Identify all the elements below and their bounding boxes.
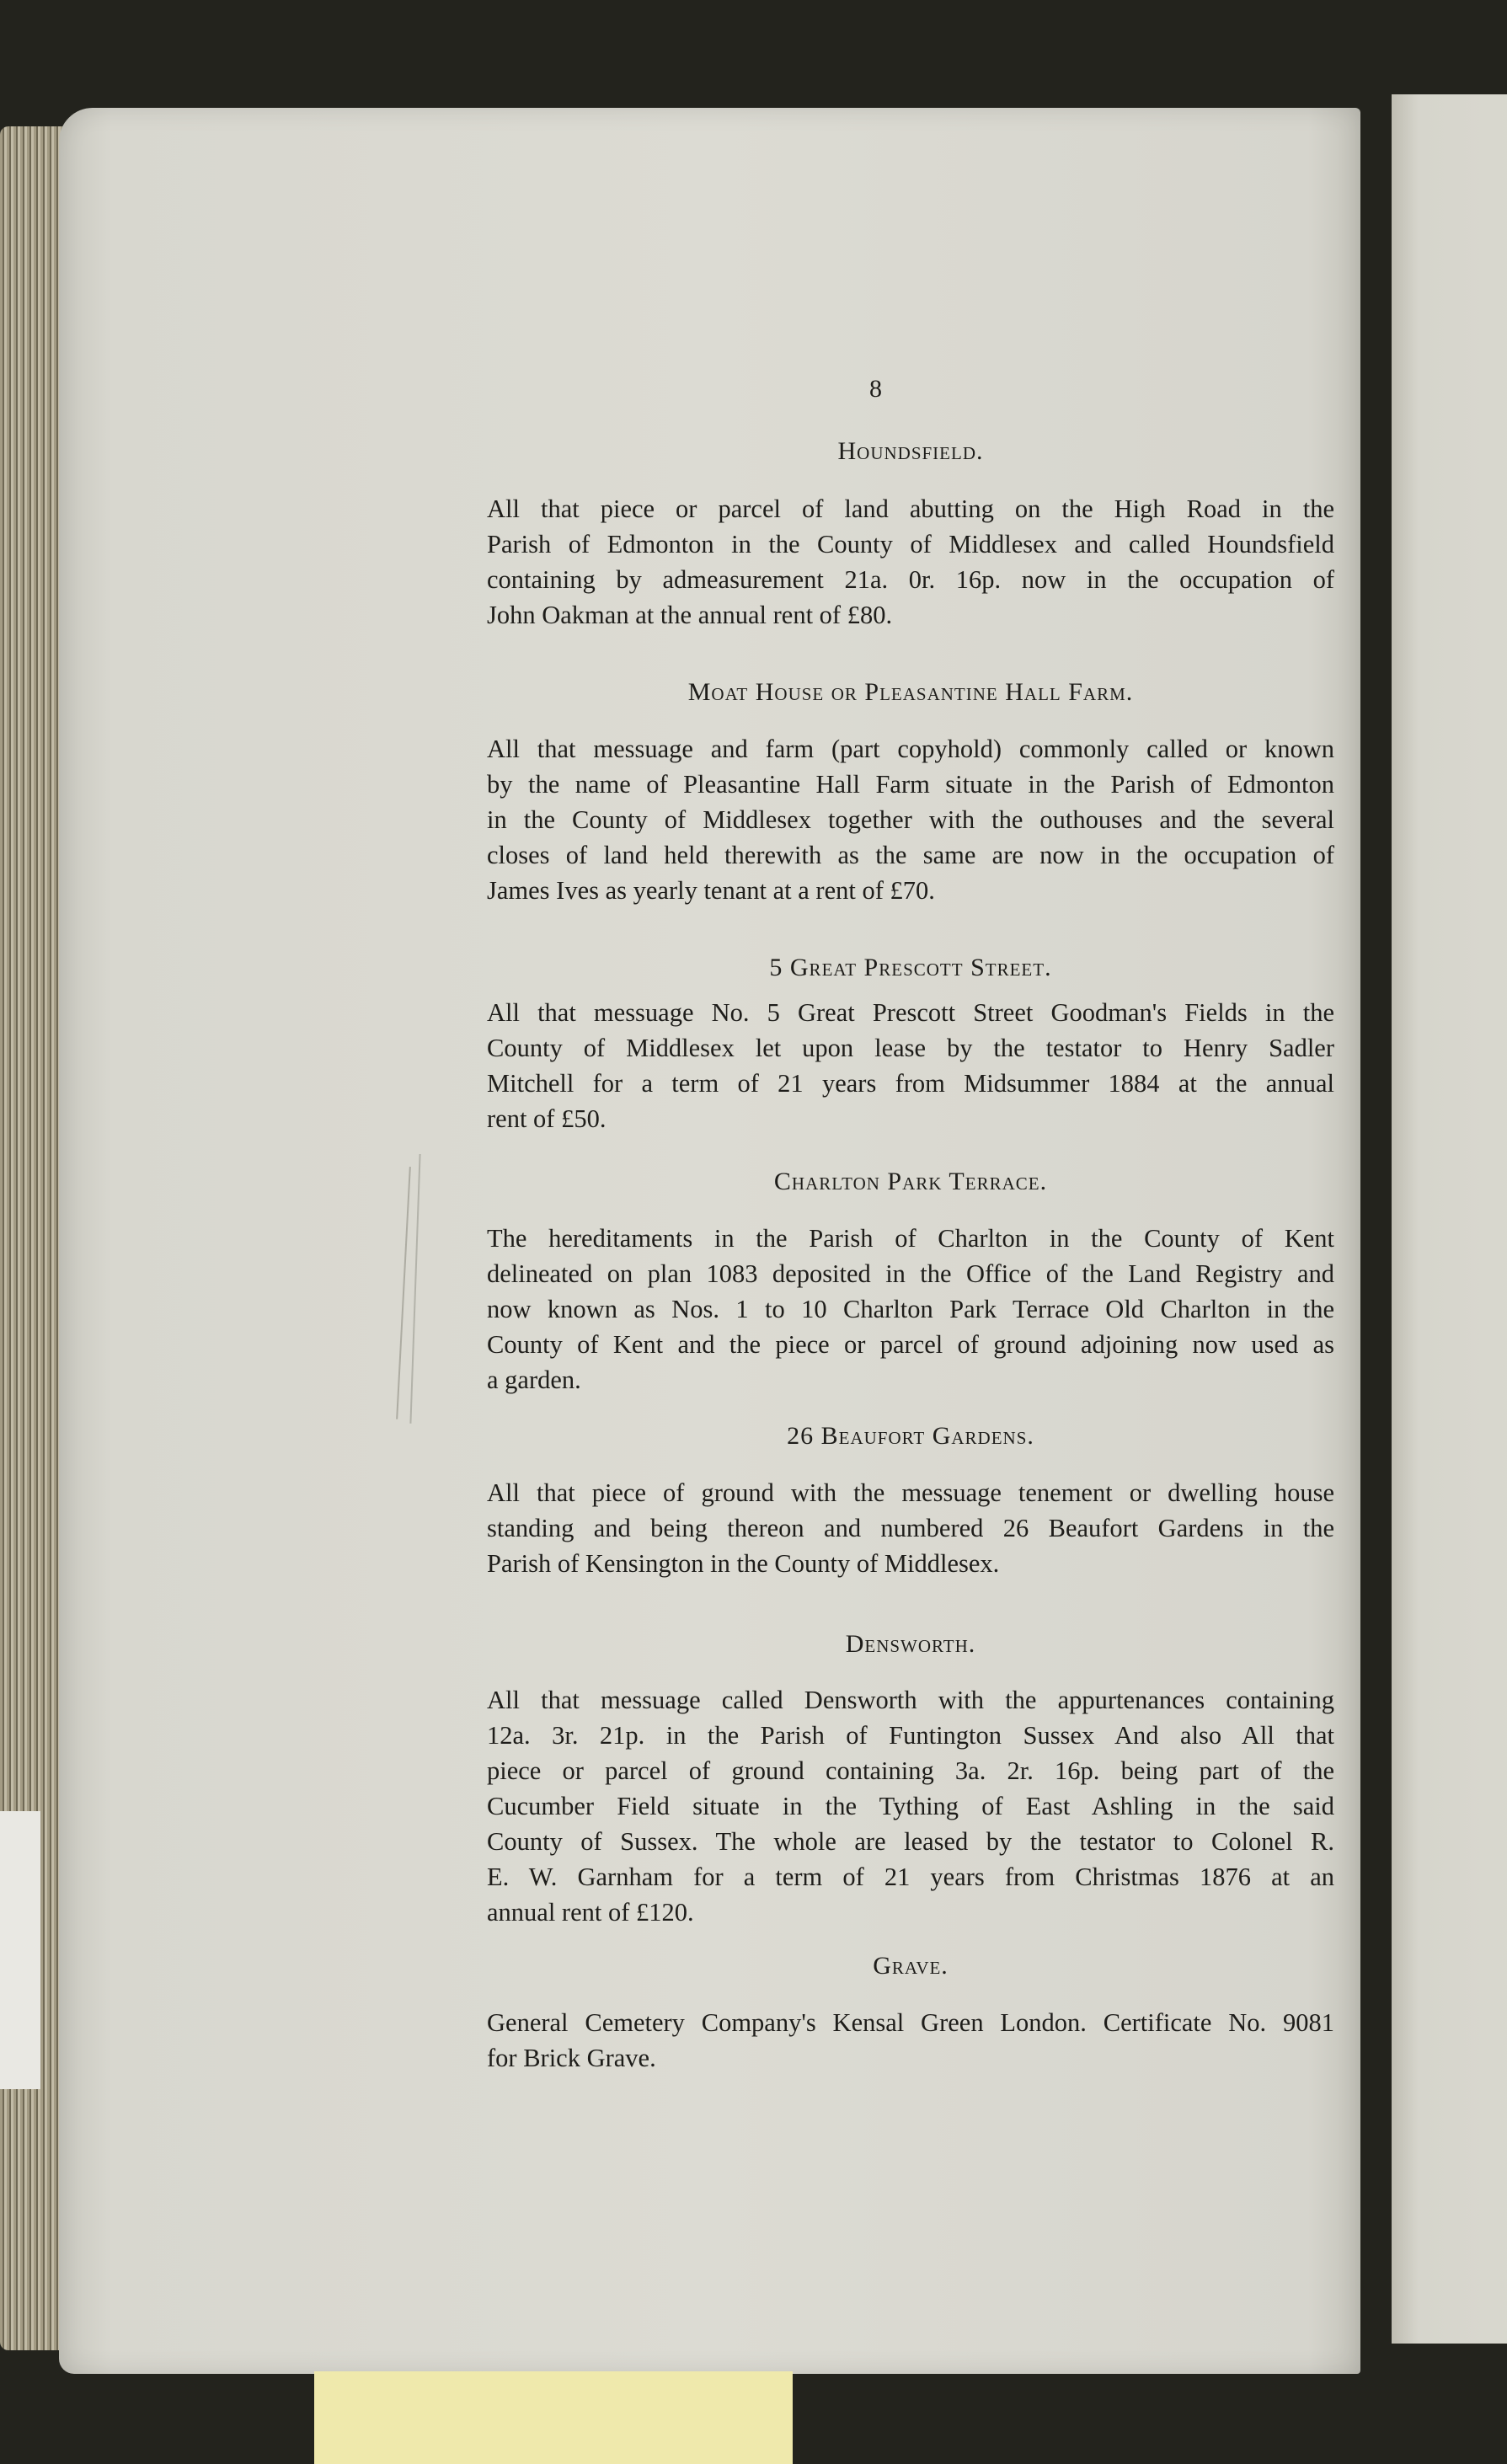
text-line: County of Kent and the piece or parcel of ground adjoining now used as [487,1330,1334,1359]
text-line: County of Sussex. The whole are leased by the testator to Colonel R. [487,1827,1334,1856]
section-heading: Moat House or Pleasantine Hall Farm. [687,678,1134,706]
text-line: All that messuage called Densworth with the appurtenances containing [487,1686,1334,1714]
text-line: in the County of Middlesex together with the outhouses and the several [487,805,1334,834]
text-line: Mitchell for a term of 21 years from Midsummer 1884 at the annual [487,1069,1334,1098]
text-line: John Oakman at the annual rent of £80. [487,601,893,629]
text-line: County of Middlesex let upon lease by the testator to Henry Sadler [487,1034,1334,1062]
text-line: delineated on plan 1083 deposited in the Office of the Land Registry and [487,1259,1334,1288]
text-line: containing by admeasurement 21a. 0r. 16p. now in the occupation of [487,565,1334,594]
text-line: closes of land held therewith as the same are now in the occupation of [487,841,1334,869]
text-line: Parish of Edmonton in the County of Middlesex and called Houndsfield [487,530,1334,559]
text-line: now known as Nos. 1 to 10 Charlton Park Terrace Old Charlton in the [487,1295,1334,1323]
text-line: rent of £50. [487,1104,607,1133]
text-line: piece or parcel of ground containing 3a. 2r. 16p. being part of the [487,1756,1334,1785]
text-line: All that piece or parcel of land abutting on the High Road in the [487,494,1334,523]
text-line: 12a. 3r. 21p. in the Parish of Funtington Sussex And also All that [487,1721,1334,1750]
text-line: by the name of Pleasantine Hall Farm situate in the Parish of Edmonton [487,770,1334,799]
text-line: All that piece of ground with the messuage tenement or dwelling house [487,1478,1334,1507]
text-line: General Cemetery Company's Kensal Green London. Certificate No. 9081 [487,2008,1334,2037]
text-line: The hereditaments in the Parish of Charlton in the County of Kent [487,1224,1334,1253]
text-line: All that messuage and farm (part copyhold) commonly called or known [487,735,1334,763]
text-line: E. W. Garnham for a term of 21 years from Christmas 1876 at an [487,1863,1334,1891]
section-heading: 26 Beaufort Gardens. [787,1422,1034,1450]
yellow-bookmark-tab [314,2371,793,2464]
section-paragraph [487,1682,1334,1930]
text-line: James Ives as yearly tenant at a rent of £70. [487,876,935,905]
section-paragraph [487,2005,1334,2076]
text-line: Parish of Kensington in the County of Middlesex. [487,1549,1000,1578]
section-heading: Charlton Park Terrace. [773,1168,1048,1195]
section-heading: Densworth. [845,1630,976,1658]
text-line: Cucumber Field situate in the Tything of East Ashling in the said [487,1792,1334,1820]
section-heading: Houndsfield. [837,437,984,465]
section-heading: 5 Great Prescott Street. [769,954,1052,981]
section-paragraph [487,491,1334,633]
section-paragraph [487,1221,1334,1398]
page-number: 8 [869,375,882,403]
text-line: for Brick Grave. [487,2044,656,2072]
text-line: All that messuage No. 5 Great Prescott Street Goodman's Fields in the [487,998,1334,1027]
section-paragraph [487,995,1334,1136]
section-paragraph [487,731,1334,908]
text-line: annual rent of £120. [487,1898,694,1927]
text-line: standing and being thereon and numbered 26 Beaufort Gardens in the [487,1514,1334,1542]
section-heading: Grave. [873,1952,949,1980]
paper-slip [0,1811,40,2089]
text-line: a garden. [487,1366,581,1394]
facing-page-edge [1392,94,1507,2344]
section-paragraph [487,1475,1334,1581]
